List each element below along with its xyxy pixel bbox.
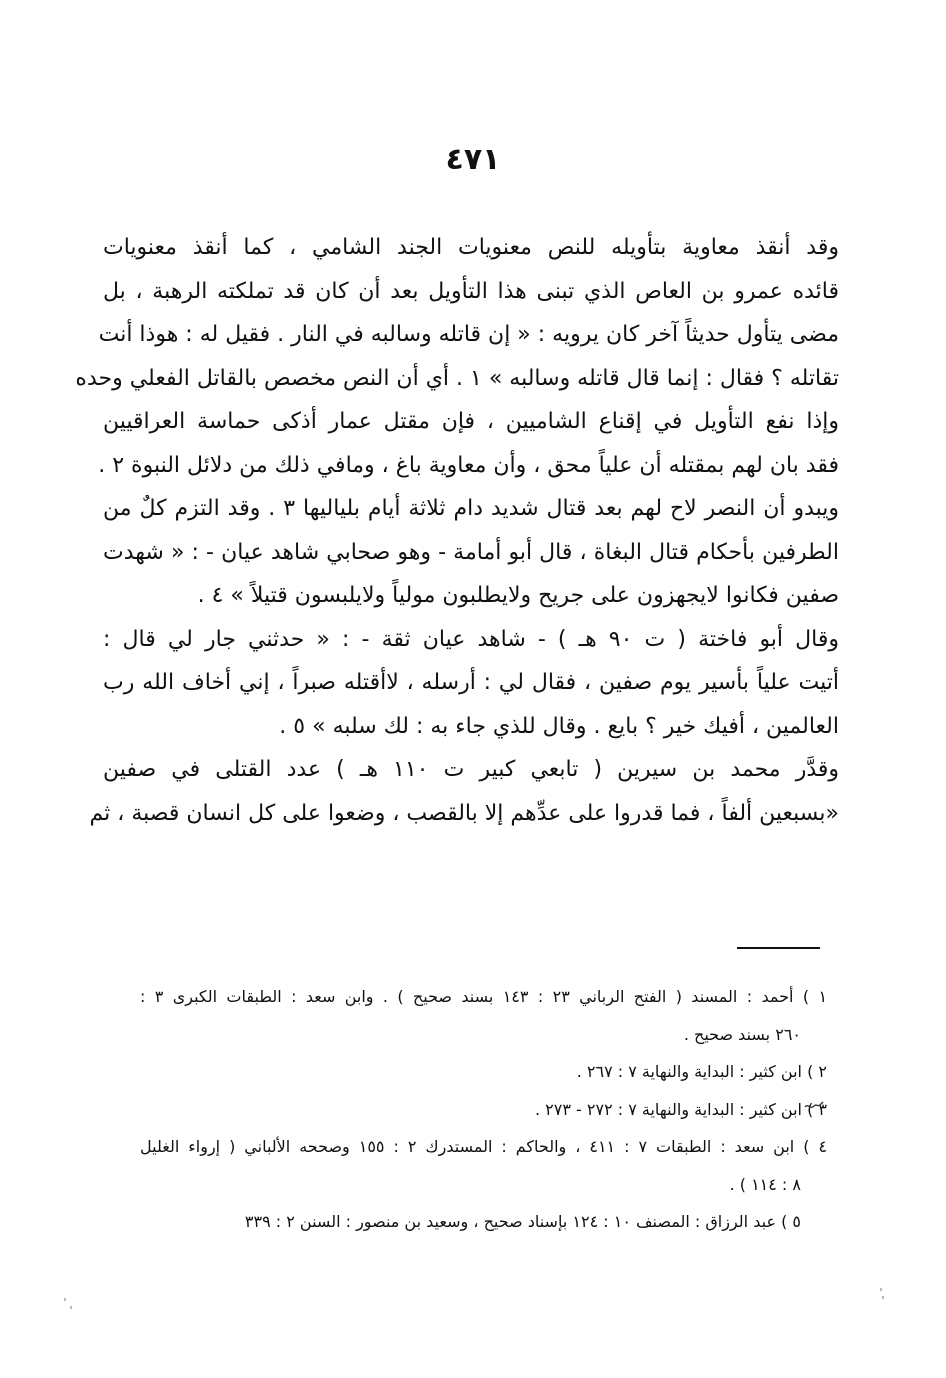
footnote-separator <box>737 947 820 949</box>
scan-speck <box>882 1296 884 1299</box>
scan-speck <box>880 1288 882 1291</box>
footnote-4: ٤ ) ابن سعد : الطبقات ٧ : ٤١١ ، والحاكم : المستدرك ٢ : ١٥٥ وصححه الألباني ( إرواء الغليل <box>140 1137 828 1156</box>
footnote-4-continuation: ٨ : ١١٤ ) . <box>729 1174 801 1194</box>
footnote-1-continuation: ٢٦٠ بسند صحيح . <box>683 1024 801 1044</box>
text-line-9: صفين فكانوا لايجهزون على جريح ولايطلبون مولياً ولايلبسون قتيلاً » ٤ . <box>197 583 839 608</box>
footnote-3: ٣ ) ابن كثير : البداية والنهاية ٧ : ٢٧٢ - ٢٧٣ . <box>534 1099 827 1119</box>
handwritten-margin-mark <box>804 1098 824 1116</box>
footnote-1: ١ ) أحمد : المسند ( الفتح الرباني ٢٣ : ١٤٣ بسند صحيح ) . وابن سعد : الطبقات الكبرى ٣ : <box>140 987 828 1006</box>
scan-speck <box>64 1298 66 1301</box>
text-line-5: وإذا نفع التأويل في إقناع الشاميين ، فإن مقتل عمار أذكى حماسة العراقيين <box>103 409 839 434</box>
text-line-11: أتيت علياً بأسير يوم صفين ، فقال لي : أرسله ، لاأقتله صبراً ، إني أخاف الله رب <box>103 670 839 695</box>
text-line-1: وقد أنقذ معاوية بتأويله للنص معنويات الجند الشامي ، كما أنقذ معنويات <box>103 235 839 260</box>
footnote-2: ٢ ) ابن كثير : البداية والنهاية ٧ : ٢٦٧ . <box>576 1062 827 1081</box>
text-line-2: قائده عمرو بن العاص الذي تبنى هذا التأويل بعد أن كان قد تملكته الرهبة ، بل <box>103 278 839 304</box>
page-number: ٤٧١ <box>445 142 501 177</box>
text-line-7: ويبدو أن النصر لاح لهم بعد قتال شديد دام ثلاثة أيام بلياليها ٣ . وقد التزم كلٌ من <box>103 496 840 521</box>
footnote-5: ٥ ) عبد الرزاق : المصنف ١٠ : ١٢٤ بإسناد صحيح ، وسعيد بن منصور : السنن ٢ : ٣٣٩ <box>244 1212 801 1231</box>
text-line-13: وقدَّر محمد بن سيرين ( تابعي كبير ت ١١٠ هـ ) عدد القتلى في صفين <box>103 757 840 782</box>
text-line-4: تقاتله ؟ فقال : إنما قال قاتله وسالبه » ١ . أي أن النص مخصص بالقاتل الفعلي وحده <box>75 365 839 391</box>
text-line-3: مضى يتأول حديثاً آخر كان يرويه : « إن قاتله وسالبه في النار . فقيل له : هوذا أنت <box>98 322 839 347</box>
text-line-8: الطرفين بأحكام قتال البغاة ، قال أبو أمامة - وهو صحابي شاهد عيان - : « شهدت <box>103 539 839 565</box>
text-line-12: العالمين ، أفيك خير ؟ بايع . وقال للذي جاء به : لك سلبه » ٥ . <box>279 713 839 739</box>
main-text-body <box>75 226 840 835</box>
scan-speck <box>70 1306 72 1309</box>
text-line-14: «بسبعين ألفاً ، فما قدروا على عدِّهم إلا بالقصب ، وضعوا على كل انسان قصبة ، ثم <box>89 800 839 826</box>
text-line-6: فقد بان لهم بمقتله أن علياً محق ، وأن معاوية باغ ، ومافي ذلك من دلائل النبوة ٢ . <box>98 452 839 478</box>
text-line-10: وقال أبو فاختة ( ت ٩٠ هـ ) - شاهد عيان ثقة - : « حدثني جار لي قال : <box>103 626 839 652</box>
footnotes <box>140 978 827 1241</box>
